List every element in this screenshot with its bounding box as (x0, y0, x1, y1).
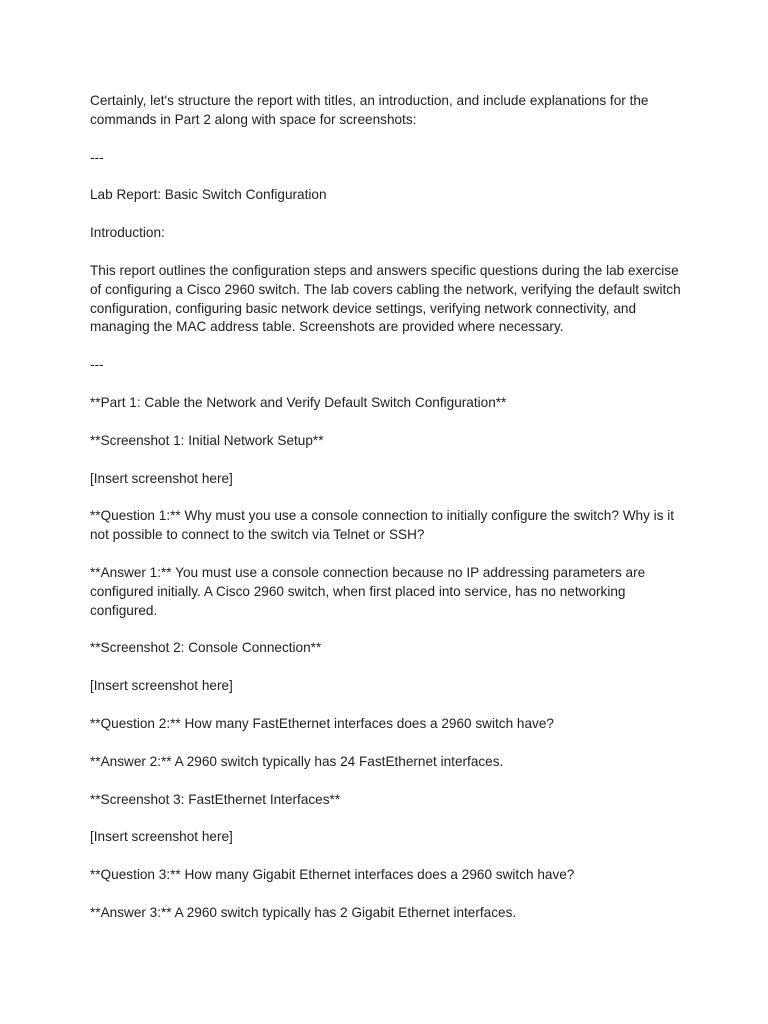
screenshot1-label: **Screenshot 1: Initial Network Setup** (90, 432, 324, 448)
screenshot3-label: **Screenshot 3: FastEthernet Interfaces** (90, 791, 341, 807)
question3: **Question 3:** How many Gigabit Ethernet interfaces does a 2960 switch have? (90, 867, 575, 883)
part1-heading: **Part 1: Cable the Network and Verify Default Switch Configuration** (90, 394, 507, 410)
screenshot-placeholder: [Insert screenshot here] (90, 470, 233, 486)
screenshot-placeholder: [Insert screenshot here] (90, 829, 233, 845)
answer1: **Answer 1:** You must use a console connection because no IP addressing parameters are configured initially. A Cisco 2960 switch, when first placed into service, has no networking configured. (90, 564, 646, 618)
question1: **Question 1:** Why must you use a console connection to initially configure the switch? Why is it not possible to connect to the switch via Telnet or SSH? (90, 508, 675, 543)
question2: **Question 2:** How many FastEthernet interfaces does a 2960 switch have? (90, 715, 554, 731)
separator: --- (90, 357, 104, 373)
answer2: **Answer 2:** A 2960 switch typically has 24 FastEthernet interfaces. (90, 753, 504, 769)
report-title: Lab Report: Basic Switch Configuration (90, 187, 327, 203)
answer3: **Answer 3:** A 2960 switch typically has 2 Gigabit Ethernet interfaces. (90, 904, 517, 920)
document-page (90, 92, 686, 942)
introduction-text: This report outlines the configuration steps and answers specific questions during the lab exercise of configuring a Cisco 2960 switch. The lab covers cabling the network, verifying the default switch configuration, configuring basic network device settings, verifying network connectivity, and managing the MAC address table. Screenshots are provided where necessary. (90, 262, 681, 335)
introduction-heading: Introduction: (90, 225, 165, 241)
separator: --- (90, 149, 104, 165)
screenshot-placeholder: [Insert screenshot here] (90, 678, 233, 694)
screenshot2-label: **Screenshot 2: Console Connection** (90, 640, 322, 656)
intro-sentence: Certainly, let's structure the report with titles, an introduction, and include explanations for the commands in Part 2 along with space for screenshots: (90, 93, 649, 127)
